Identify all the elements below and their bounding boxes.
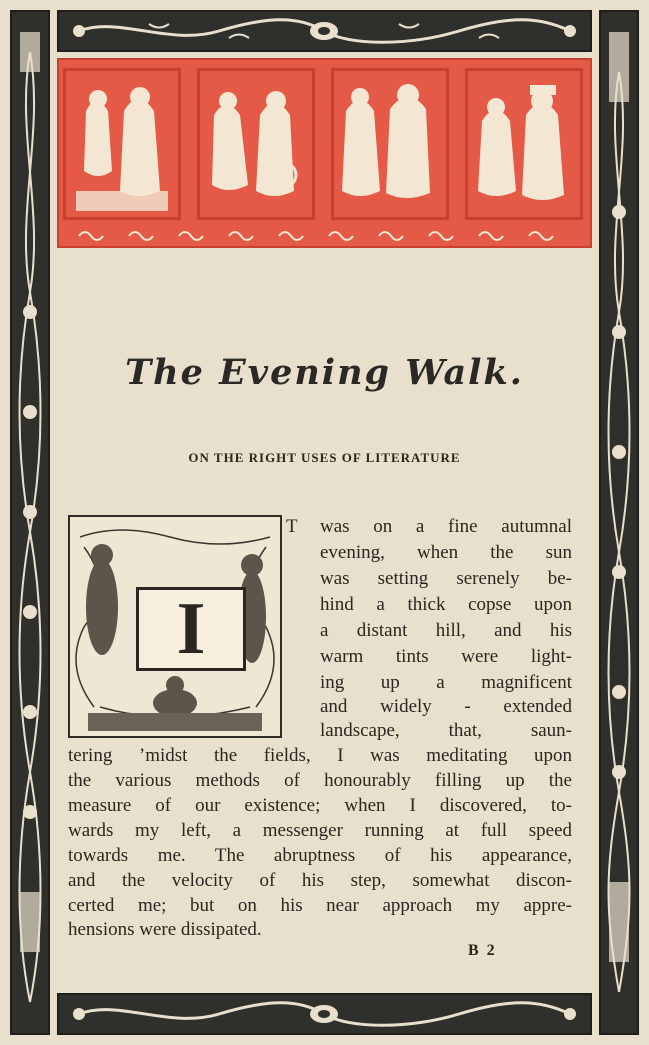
page-title: The Evening Walk. — [125, 352, 524, 393]
text-line: certed me; but on his near approach my appre- — [68, 895, 572, 916]
text-line: measure of our existence; when I discovered, to- — [68, 795, 572, 816]
text-line: warm tints were light- — [320, 646, 572, 667]
text-line: hensions were dissipated. — [68, 919, 262, 940]
woodcut-panel-2 — [197, 68, 315, 220]
text-line: ing up a magnificent — [320, 672, 572, 693]
bottom-border-ornament — [57, 993, 592, 1035]
text-line: was setting serenely be- — [320, 568, 572, 589]
text-line: the various methods of honourably filling up the — [68, 770, 572, 791]
swirl-ornament-row — [59, 228, 590, 244]
initial-letter: I — [176, 588, 206, 670]
drop-cap-continuation: T — [286, 516, 298, 537]
text-line: and the velocity of his step, somewhat discon- — [68, 870, 572, 891]
text-line: wards my left, a messenger running at full speed — [68, 820, 572, 841]
woodcut-panel-3 — [331, 68, 449, 220]
text-line: evening, when the sun — [320, 542, 572, 563]
text-line: and widely - extended — [320, 696, 572, 717]
decorated-initial — [68, 515, 282, 738]
text-line: was on a fine autumnal — [320, 516, 572, 537]
woodcut-header-band — [57, 58, 592, 248]
right-border-ornament — [599, 10, 639, 1035]
text-line: hind a thick copse upon — [320, 594, 572, 615]
text-line: landscape, that, saun- — [320, 720, 572, 741]
left-border-ornament — [10, 10, 50, 1035]
initial-letter-frame — [136, 587, 246, 671]
text-line: a distant hill, and his — [320, 620, 572, 641]
text-line: tering ’midst the fields, I was meditating upon — [68, 745, 572, 766]
top-border-ornament — [57, 10, 592, 52]
text-line: towards me. The abruptness of his appearance, — [68, 845, 572, 866]
signature-mark: B 2 — [468, 942, 497, 959]
chapter-subtitle: ON THE RIGHT USES OF LITERATURE — [188, 450, 461, 465]
woodcut-panel-1 — [63, 68, 181, 220]
woodcut-panel-4 — [465, 68, 583, 220]
